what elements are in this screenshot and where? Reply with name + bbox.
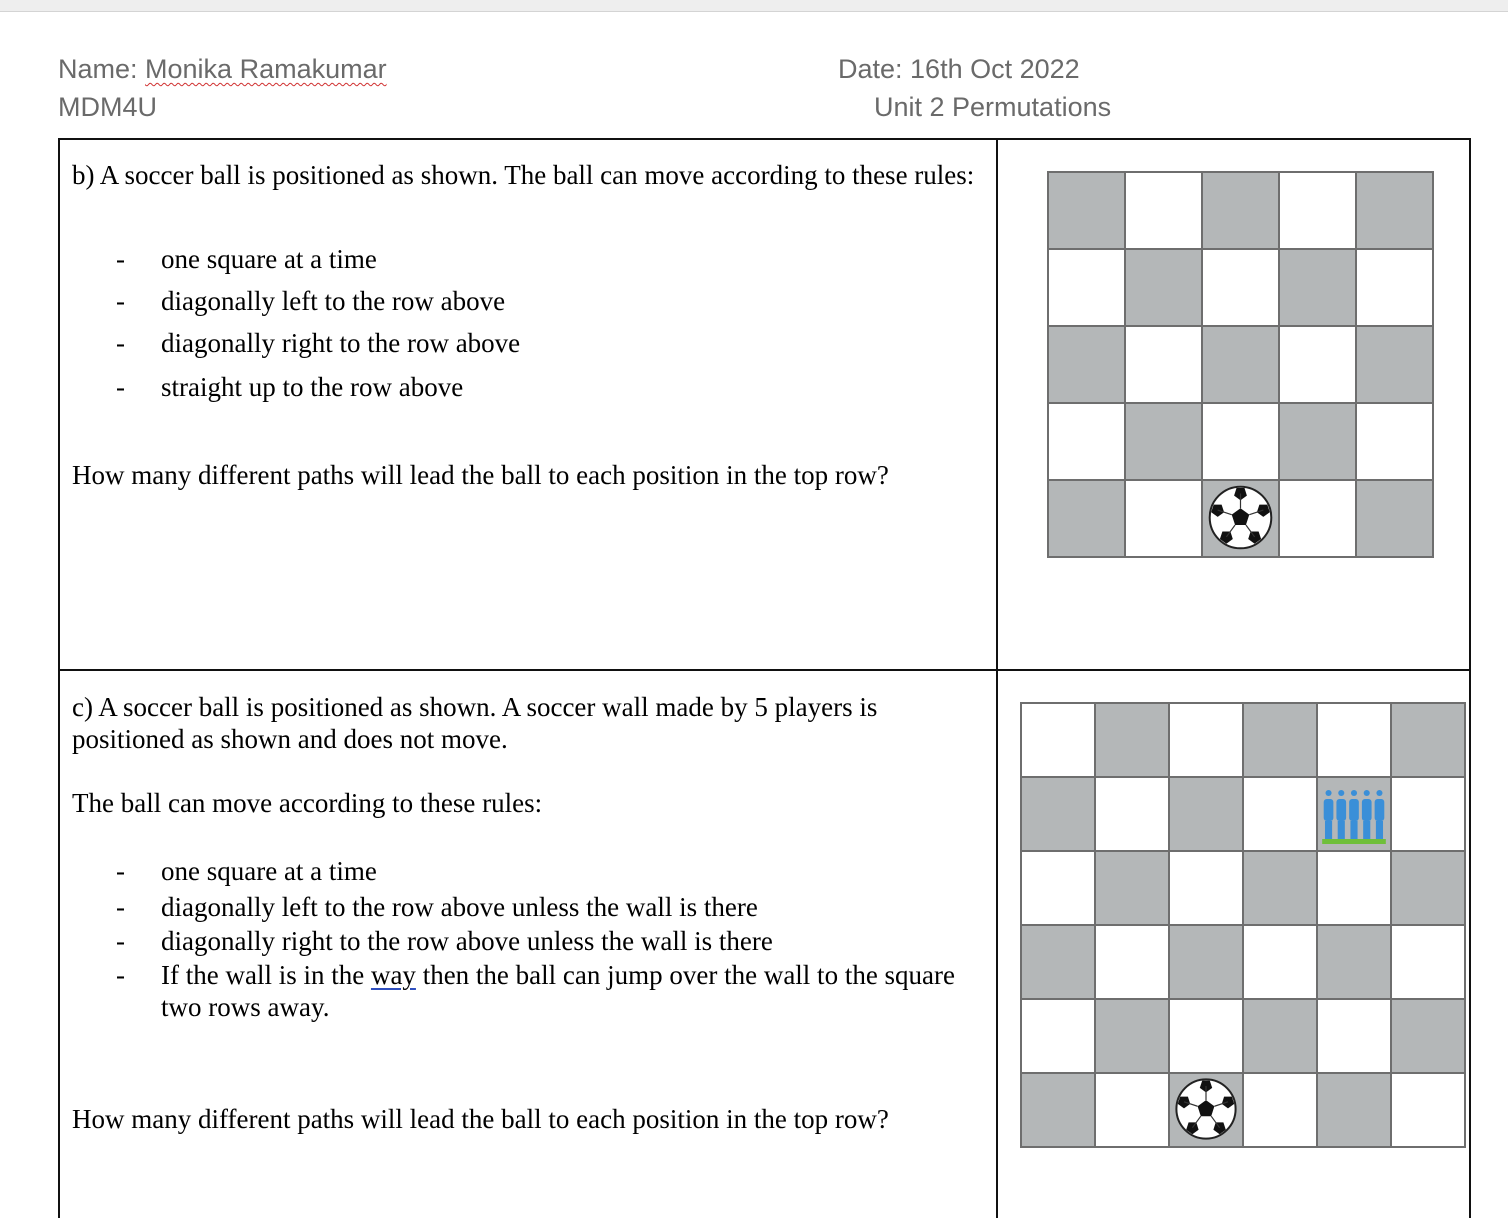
light-square [1095, 777, 1169, 851]
dark-square [1356, 480, 1433, 557]
bullet: - [116, 926, 125, 956]
part-b-rule-1: one square at a time [161, 244, 377, 274]
dark-square [1169, 925, 1243, 999]
light-square [1243, 925, 1317, 999]
light-square [1202, 403, 1279, 480]
dark-square [1243, 851, 1317, 925]
part-b-rule-4: straight up to the row above [161, 372, 464, 402]
dark-square [1356, 172, 1433, 249]
bullet: - [116, 372, 125, 402]
light-square [1048, 403, 1125, 480]
dark-square [1202, 172, 1279, 249]
light-square [1125, 480, 1202, 557]
part-b-rule-3: diagonally right to the row above [161, 328, 521, 358]
student-name [58, 54, 387, 85]
light-square [1243, 777, 1317, 851]
part-b-question: How many different paths will lead the ball to each position in the top row? [72, 460, 889, 490]
bullet: - [116, 960, 125, 990]
bullet: - [116, 328, 125, 358]
dark-square [1169, 777, 1243, 851]
bullet: - [116, 286, 125, 316]
dark-square [1356, 326, 1433, 403]
table-column-divider [996, 138, 998, 1218]
part-c-rule-2: diagonally left to the row above unless the wall is there [161, 892, 758, 922]
dark-square [1021, 1073, 1095, 1147]
soccer-ball-icon [1176, 1079, 1235, 1138]
light-square [1125, 172, 1202, 249]
rule-4-text-end: then the ball can jump over the wall to the square [415, 960, 956, 990]
light-square [1021, 703, 1095, 777]
dark-square [1048, 172, 1125, 249]
board-c [1020, 702, 1466, 1148]
light-square [1279, 326, 1356, 403]
dark-square [1021, 777, 1095, 851]
part-c-intro-line-1: c) A soccer ball is positioned as shown. A soccer wall made by 5 players is [72, 692, 878, 722]
light-square [1021, 999, 1095, 1073]
part-c-rules-intro: The ball can move according to these rules: [72, 788, 543, 818]
dark-square [1125, 249, 1202, 326]
dark-square [1243, 703, 1317, 777]
light-square [1356, 249, 1433, 326]
light-square [1021, 851, 1095, 925]
light-square [1317, 851, 1391, 925]
part-b-intro: b) A soccer ball is positioned as shown. The ball can move according to these rules: [72, 160, 975, 190]
dark-square [1125, 403, 1202, 480]
light-square [1048, 249, 1125, 326]
light-square [1169, 703, 1243, 777]
light-square [1317, 703, 1391, 777]
dark-square [1279, 403, 1356, 480]
part-c-intro-line-2: positioned as shown and does not move. [72, 724, 508, 754]
part-c-rule-4 [161, 960, 955, 991]
part-c-rule-1: one square at a time [161, 856, 377, 886]
dark-square [1095, 703, 1169, 777]
rule-4-text-start: If the wall is in the [161, 960, 371, 990]
light-square [1317, 999, 1391, 1073]
name-value: Monika Ramakumar [145, 54, 387, 84]
window-top-bar [0, 0, 1508, 12]
dark-square [1279, 249, 1356, 326]
dark-square [1391, 999, 1465, 1073]
dark-square [1202, 326, 1279, 403]
light-square [1095, 925, 1169, 999]
bullet: - [116, 892, 125, 922]
dark-square [1317, 1073, 1391, 1147]
light-square [1125, 326, 1202, 403]
light-square [1095, 1073, 1169, 1147]
part-b-rule-2: diagonally left to the row above [161, 286, 506, 316]
part-c-rule-3: diagonally right to the row above unless the wall is there [161, 926, 773, 956]
rule-4-way: way [370, 960, 416, 990]
dark-square [1095, 999, 1169, 1073]
dark-square [1391, 851, 1465, 925]
light-square [1391, 1073, 1465, 1147]
light-square [1391, 925, 1465, 999]
part-c-rule-4-line-2: two rows away. [161, 992, 330, 1022]
part-c-question: How many different paths will lead the ball to each position in the top row? [72, 1104, 889, 1134]
light-square [1279, 172, 1356, 249]
date: Date: 16th Oct 2022 [838, 54, 1080, 84]
dark-square [1391, 703, 1465, 777]
dark-square [1317, 925, 1391, 999]
board-b [1047, 171, 1434, 558]
light-square [1169, 851, 1243, 925]
light-square [1202, 249, 1279, 326]
light-square [1391, 777, 1465, 851]
table-row-divider [58, 669, 1471, 671]
name-label: Name: [58, 54, 146, 84]
soccer-ball-icon [1210, 487, 1272, 549]
light-square [1169, 999, 1243, 1073]
light-square [1243, 1073, 1317, 1147]
dark-square [1095, 851, 1169, 925]
dark-square [1048, 480, 1125, 557]
course-code: MDM4U [58, 92, 157, 122]
dark-square [1021, 925, 1095, 999]
bullet: - [116, 244, 125, 274]
bullet: - [116, 856, 125, 886]
light-square [1279, 480, 1356, 557]
unit-title: Unit 2 Permutations [874, 92, 1112, 122]
dark-square [1243, 999, 1317, 1073]
dark-square [1048, 326, 1125, 403]
light-square [1356, 403, 1433, 480]
